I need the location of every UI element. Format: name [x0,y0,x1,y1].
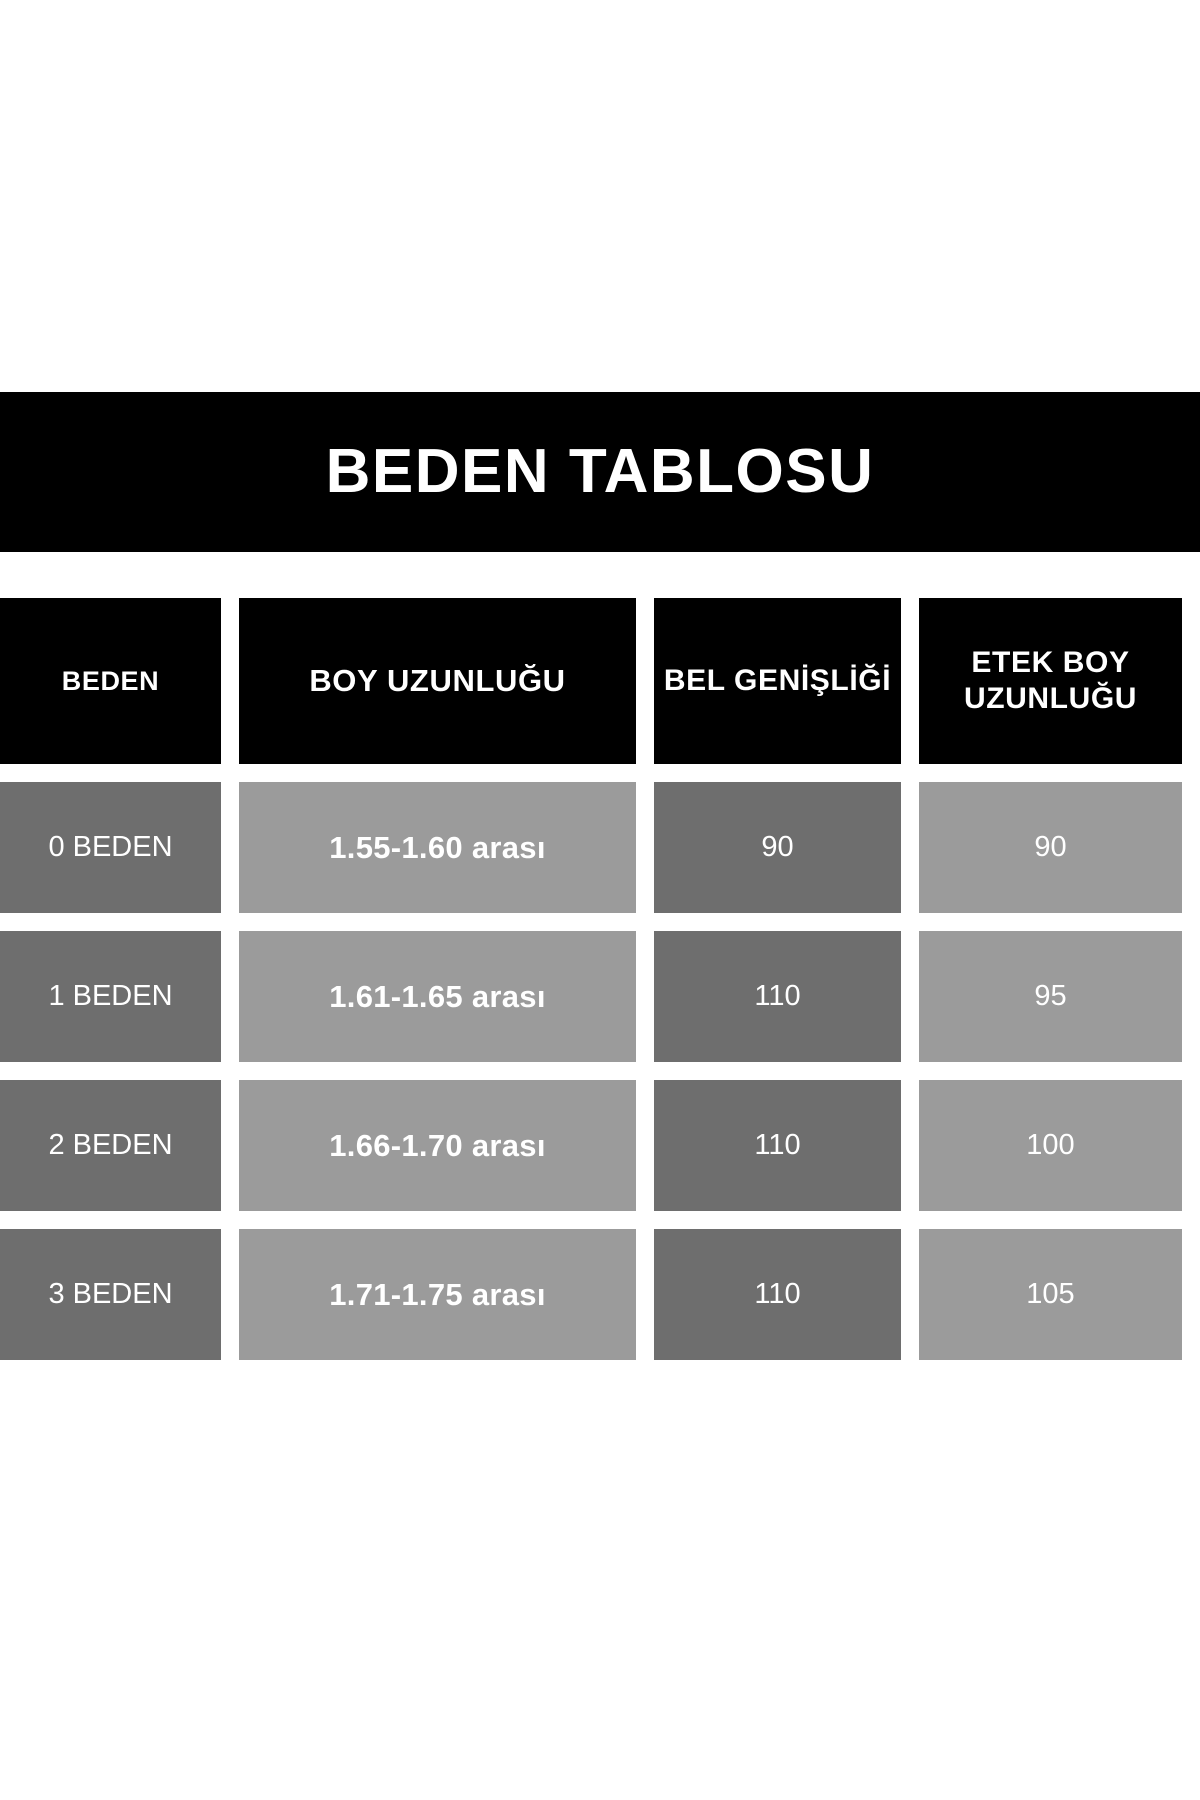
table-row [0,931,1182,1062]
title-banner [0,392,1200,552]
cell-waist-width: 90 [654,782,901,913]
cell-size: 0 BEDEN [0,782,221,913]
cell-waist-width: 110 [654,931,901,1062]
table-row [0,782,1182,913]
table-row [0,1080,1182,1211]
cell-waist-width: 110 [654,1229,901,1360]
cell-size: 3 BEDEN [0,1229,221,1360]
cell-height-range: 1.66-1.70 arası [239,1080,636,1211]
column-header-bel-genisligi: BEL GENİŞLİĞİ [654,598,901,764]
column-header-etek-boy-uzunlugu: ETEK BOY UZUNLUĞU [919,598,1182,764]
cell-skirt-length: 100 [919,1080,1182,1211]
column-header-beden: BEDEN [0,598,221,764]
size-table [0,598,1182,1360]
column-header-boy-uzunlugu: BOY UZUNLUĞU [239,598,636,764]
table-row [0,1229,1182,1360]
cell-size: 1 BEDEN [0,931,221,1062]
cell-skirt-length: 90 [919,782,1182,913]
cell-height-range: 1.71-1.75 arası [239,1229,636,1360]
cell-waist-width: 110 [654,1080,901,1211]
cell-height-range: 1.55-1.60 arası [239,782,636,913]
cell-height-range: 1.61-1.65 arası [239,931,636,1062]
page-title: BEDEN TABLOSU [325,437,875,506]
table-header-row [0,598,1182,764]
cell-skirt-length: 95 [919,931,1182,1062]
cell-size: 2 BEDEN [0,1080,221,1211]
cell-skirt-length: 105 [919,1229,1182,1360]
